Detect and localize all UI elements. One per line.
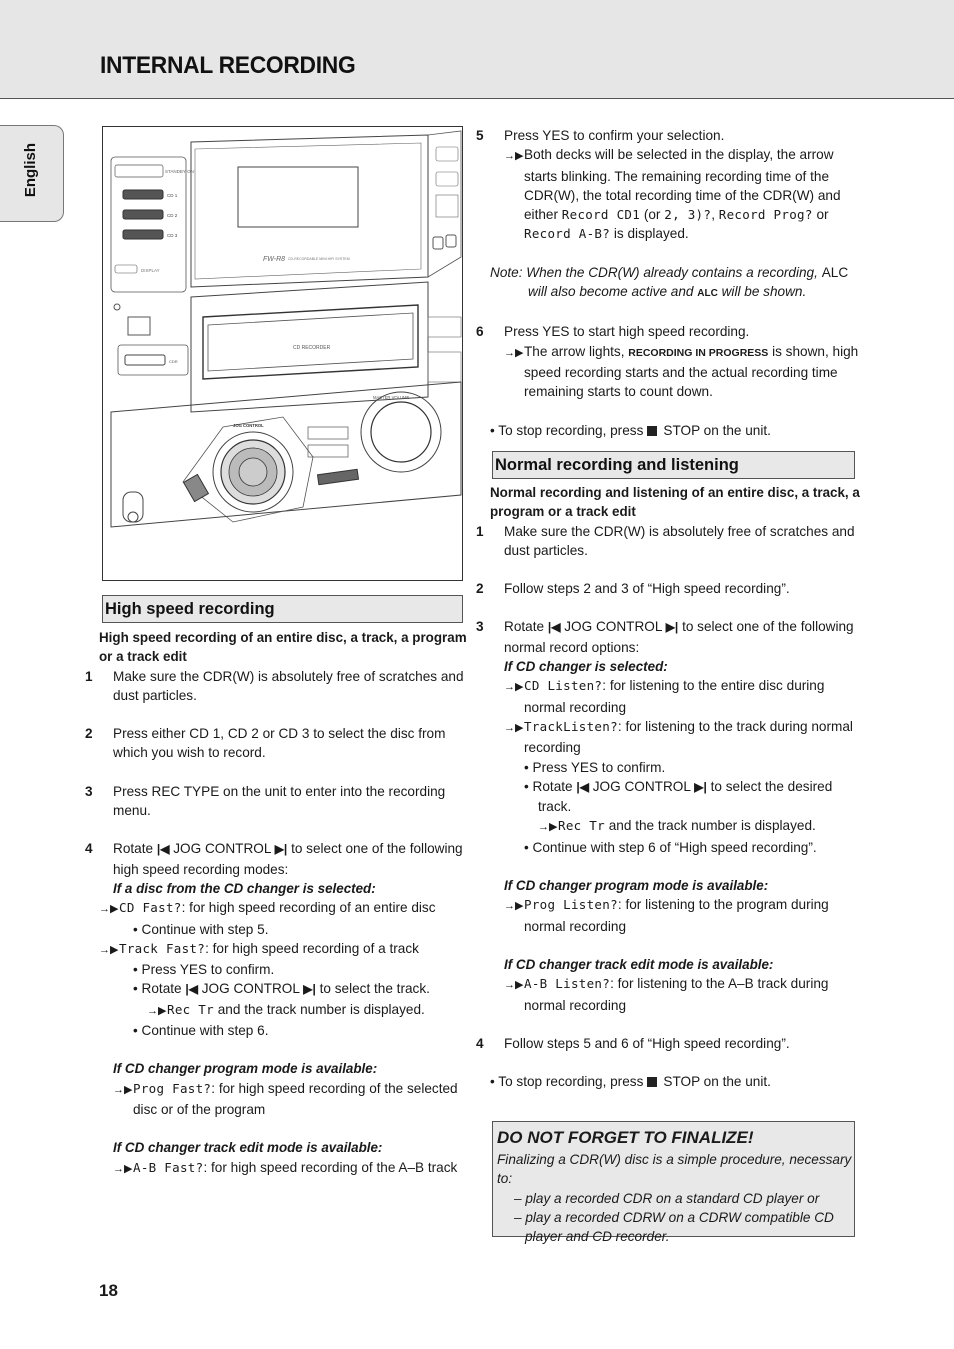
step-text: Rotate: [113, 841, 154, 857]
hs-tf-bullet-1: • Press YES to confirm.: [133, 962, 275, 978]
display-code: Rec Tr: [558, 818, 605, 834]
hs-tf-bullet-3: • Continue with step 6.: [133, 1023, 269, 1039]
display-code: TrackListen?: [524, 718, 618, 734]
step-number: 4: [85, 841, 93, 857]
high-speed-section: [85, 628, 467, 1179]
bullet-text: • Rotate: [133, 981, 182, 997]
finalize-title: DO NOT FORGET TO FINALIZE!: [497, 1128, 754, 1147]
step-text: Follow steps 2 and 3 of “High speed recording”.: [504, 581, 790, 597]
hs-step-6-result: [490, 342, 860, 402]
finalize-box: [492, 1121, 855, 1245]
nr-edit-head: If CD changer track edit mode is available:: [504, 956, 774, 972]
note-text: will also become active and: [528, 284, 694, 300]
arrow-icon: →▶: [504, 979, 524, 992]
model-sub-label: CD-RECORDABLE MINI HIFI SYSTEM: [288, 257, 350, 261]
display-code: Rec Tr: [167, 1001, 214, 1017]
step-text: Press either CD 1, CD 2 or CD 3 to select the disc from which you wish to record.: [113, 726, 446, 761]
finalize-item-2: – play a recorded CDRW on a CDRW compatible CD player and CD recorder.: [514, 1209, 834, 1245]
skip-next-icon: ▶|: [694, 779, 707, 794]
nr-step-2: [476, 579, 860, 598]
skip-prev-icon: |◀: [156, 842, 170, 857]
option-text: : for listening to the entire disc during normal recording: [524, 678, 825, 715]
hs-tf-bullet-2: [99, 979, 467, 999]
standby-label: STANDBY ON: [165, 169, 194, 174]
step-number: 2: [476, 581, 484, 597]
stop-icon: [647, 1077, 657, 1087]
display-code: Prog Fast?: [133, 1080, 212, 1096]
nr-rec-tr: [490, 816, 860, 837]
option-text: : for high speed recording of an entire disc: [181, 900, 436, 916]
step-number: 4: [476, 1035, 484, 1051]
normal-intro: Normal recording and listening of an entire disc, a track, a program or a track edit: [490, 485, 860, 520]
high-speed-intro: High speed recording of an entire disc, a track, a program or a track edit: [99, 630, 467, 665]
stop-text: • To stop recording, press: [490, 1074, 644, 1090]
arrow-icon: →▶: [113, 1162, 133, 1175]
arrow-icon: →▶: [538, 821, 558, 834]
normal-recording-heading: Normal recording and listening: [492, 451, 855, 479]
normal-recording-section: [476, 483, 860, 1091]
result-text: The arrow lights,: [524, 343, 625, 359]
option-text: : for listening to the program during normal recording: [524, 897, 829, 934]
note-text: Note: When the CDR(W) already contains a recording,: [490, 264, 818, 280]
nr-step-1: [476, 522, 860, 561]
stop-text: STOP on the unit.: [663, 422, 771, 438]
option-text: and the track number is displayed.: [217, 1001, 425, 1017]
hs-trackfast: [99, 939, 467, 960]
skip-prev-icon: |◀: [185, 982, 198, 997]
display-label: DISPLAY: [141, 268, 160, 273]
option-text: and the track number is displayed.: [608, 818, 816, 834]
display-code: CD Fast?: [119, 900, 182, 916]
hs-abfast: [99, 1158, 467, 1179]
hs-step-3: [85, 782, 467, 821]
nr-proglisten: [490, 895, 860, 936]
step-text: JOG CONTROL: [564, 619, 662, 635]
option-text: : for listening to the track during normal recording: [524, 718, 853, 756]
step-text: Follow steps 5 and 6 of “High speed recording”.: [504, 1035, 790, 1051]
result-text: Both decks will be selected in the display, the arrow starts blinking. The remaining recording time of the CDR(W), the total recording time of the CDR(W) and either: [524, 147, 841, 223]
page-number: 18: [99, 1281, 118, 1300]
step-number: 3: [476, 619, 484, 635]
step-number: 1: [85, 668, 93, 684]
arrow-icon: →▶: [504, 346, 524, 359]
bullet-text: JOG CONTROL: [201, 981, 300, 997]
cd1-label: CD 1: [167, 193, 178, 198]
step-text: Press REC TYPE on the unit to enter into the recording menu.: [113, 783, 446, 819]
step-text: JOG CONTROL: [173, 841, 271, 857]
volume-label: MASTER VOLUME: [373, 395, 410, 400]
note-text: will be shown.: [721, 284, 807, 300]
cd2-label: CD 2: [167, 213, 178, 218]
nr-cdlisten: [490, 676, 860, 717]
display-code: Record Prog?: [718, 207, 813, 223]
step-number: 3: [85, 783, 93, 799]
hs-step-1: [85, 667, 467, 706]
alc-indicator: ALC: [697, 288, 718, 300]
hs-step-2: [85, 724, 467, 763]
stop-icon: [647, 426, 657, 436]
nr-tl-bullet-3: • Continue with step 6 of “High speed recording”.: [524, 839, 817, 855]
skip-prev-icon: |◀: [576, 779, 589, 794]
display-code: A-B Listen?: [524, 976, 611, 992]
nr-program-head: If CD changer program mode is available:: [504, 878, 769, 894]
hs-changer-head: If a disc from the CD changer is selected:: [113, 880, 376, 896]
stop-text: • To stop recording, press: [490, 422, 644, 438]
step-text: Press YES to confirm your selection.: [504, 128, 725, 143]
recorder-label: CD RECORDER: [293, 345, 331, 351]
device-illustration: [102, 126, 463, 581]
nr-step-4: [476, 1034, 860, 1053]
hs-cdfast: [99, 898, 467, 919]
skip-next-icon: ▶|: [274, 842, 288, 857]
hs-step-5-result: →▶Both decks will be selected in the display, the arrow starts blinking. The remaining recording time of the CDR(W), the total recording time of the CDR(W) and either Record CD1 (or 2, 3)?, Record Prog? or Record A-B? is displayed.: [504, 147, 841, 242]
nr-tl-bullet-1: • Press YES to confirm.: [524, 759, 666, 775]
bullet-text: to select the track.: [319, 981, 430, 997]
jog-label: JOG CONTROL: [233, 423, 264, 428]
nr-changer-head: If CD changer is selected:: [504, 659, 668, 675]
step-number: 1: [476, 523, 484, 539]
hs-progfast: [99, 1079, 467, 1120]
arrow-icon: →▶: [504, 150, 524, 163]
bullet-text: to select the desired track.: [538, 778, 833, 815]
hs-edit-head: If CD changer track edit mode is available:: [113, 1140, 383, 1156]
finalize-text: Finalizing a CDR(W) disc is a simple procedure, necessary to:: [497, 1152, 852, 1187]
nr-stop: [490, 1072, 860, 1091]
display-code: Track Fast?: [119, 940, 206, 956]
hs-program-head: If CD changer program mode is available:: [113, 1061, 378, 1077]
finalize-item-1: – play a recorded CDR on a standard CD player or: [514, 1190, 820, 1206]
option-text: : for high speed recording of the A–B track: [203, 1159, 458, 1175]
step-number: 2: [85, 726, 93, 742]
hs-stop: [490, 421, 860, 440]
language-label: English: [22, 143, 39, 198]
nr-ablisten: [490, 974, 860, 1015]
hs-rec-tr: [99, 1000, 467, 1021]
option-text: : for high speed recording of the selected disc or of the program: [133, 1080, 458, 1117]
display-code: Prog Listen?: [524, 897, 618, 913]
result-text: is displayed.: [613, 226, 689, 242]
device-drawing: [103, 127, 462, 580]
display-code: A-B Fast?: [133, 1159, 204, 1175]
skip-next-icon: ▶|: [665, 620, 679, 635]
bullet-text: • Rotate: [524, 778, 573, 794]
result-text: (or: [643, 207, 661, 223]
arrow-icon: →▶: [99, 903, 119, 916]
display-code: Record CD1: [561, 207, 641, 223]
cd3-label: CD 3: [167, 233, 178, 238]
hs-step-5: [476, 126, 860, 145]
step-text: Rotate: [504, 619, 545, 635]
arrow-icon: →▶: [504, 900, 524, 913]
step-text: to select one of the following high speed recording modes:: [113, 841, 463, 877]
skip-prev-icon: |◀: [547, 620, 561, 635]
option-text: : for high speed recording of a track: [205, 940, 419, 956]
nr-tracklisten: [490, 717, 860, 758]
nr-step-3: [476, 617, 860, 657]
page-header: [0, 0, 954, 99]
step-text: Make sure the CDR(W) is absolutely free of scratches and dust particles.: [113, 668, 464, 703]
arrow-icon: →▶: [147, 1004, 167, 1017]
step-text: to select one of the following normal record options:: [504, 619, 854, 655]
step-number: 5: [476, 128, 484, 143]
option-text: : for listening to the A–B track during normal recording: [524, 976, 829, 1013]
step-text: Make sure the CDR(W) is absolutely free of scratches and dust particles.: [504, 523, 855, 558]
cdr-label: CDR: [169, 359, 178, 364]
display-code: Record A-B?: [524, 226, 611, 242]
result-text: is shown, high speed recording starts and the actual recording time remaining starts to count down.: [524, 343, 859, 400]
step-number: 6: [476, 324, 484, 340]
arrow-icon: →▶: [113, 1083, 133, 1096]
bullet-text: JOG CONTROL: [592, 778, 691, 794]
arrow-icon: →▶: [99, 943, 119, 956]
model-label: FW-R8: [263, 256, 286, 263]
high-speed-heading: High speed recording: [102, 595, 463, 623]
display-code: CD Listen?: [524, 678, 603, 694]
step-text: Press YES to start high speed recording.: [504, 324, 750, 340]
hs-step-6: [476, 322, 860, 341]
arrow-icon: →▶: [504, 681, 524, 694]
right-column: [476, 126, 860, 440]
alc-label: ALC: [821, 264, 849, 280]
hs-cdfast-bullet: • Continue with step 5.: [133, 921, 269, 937]
result-text: or: [816, 207, 829, 223]
hs-step-4: [85, 839, 467, 879]
display-code: 2, 3)?: [664, 207, 712, 223]
recording-indicator: RECORDING IN PROGRESS: [628, 346, 769, 359]
note: [490, 263, 860, 304]
skip-next-icon: ▶|: [303, 982, 316, 997]
arrow-icon: →▶: [504, 721, 524, 734]
page-title: INTERNAL RECORDING: [100, 52, 356, 79]
nr-tl-bullet-2: [490, 777, 860, 817]
stop-text: STOP on the unit.: [663, 1074, 771, 1090]
